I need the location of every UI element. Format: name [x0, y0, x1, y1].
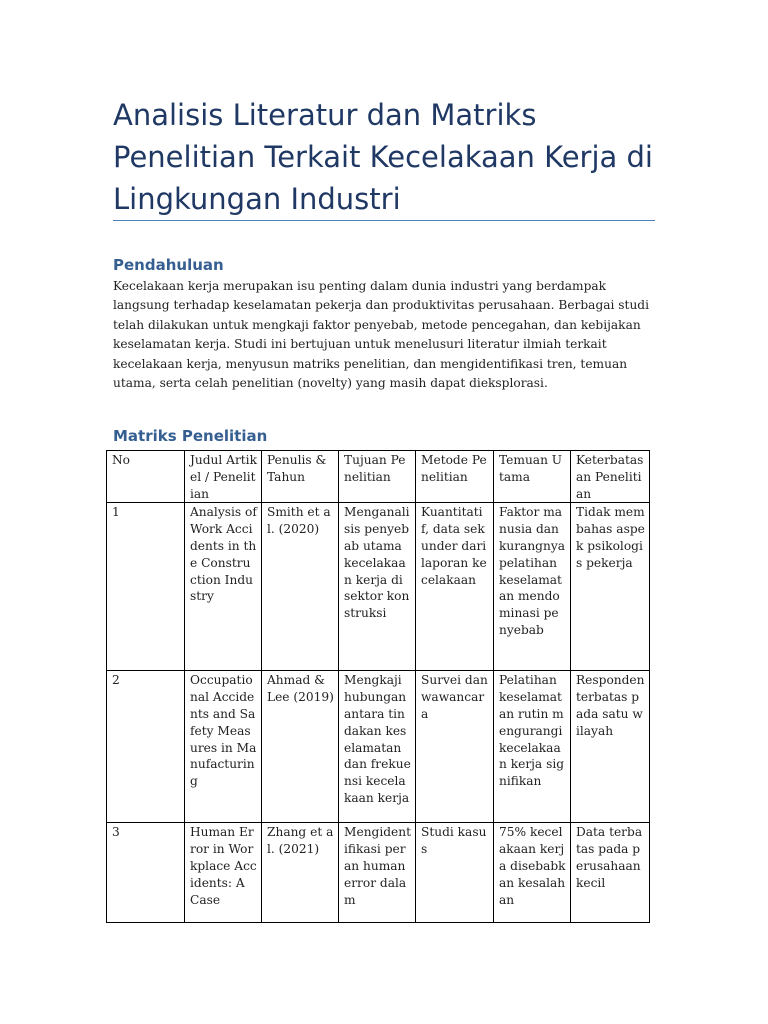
table-cell: Ahmad & Lee (2019): [262, 671, 339, 823]
research-matrix-table: [106, 450, 650, 923]
title-divider: [113, 220, 655, 221]
table-row: [107, 671, 650, 823]
matrix-heading: Matriks Penelitian: [113, 427, 268, 445]
table-cell: 2: [107, 671, 185, 823]
table-cell: Menganalisis penyebab utama kecelakaan kerja di sektor konstruksi: [339, 503, 416, 671]
table-cell: Data terbatas pada perusahaan kecil: [571, 823, 650, 923]
table-cell: Responden terbatas pada satu wilayah: [571, 671, 650, 823]
table-cell: Occupational Accidents and Safety Measures in Manufacturing: [185, 671, 262, 823]
table-cell: Kuantitatif, data sekunder dari laporan kecelakaan: [416, 503, 494, 671]
table-cell: Faktor manusia dan kurangnya pelatihan keselamatan mendominasi penyebab: [494, 503, 571, 671]
table-cell: 3: [107, 823, 185, 923]
table-cell: 75% kecelakaan kerja disebabkan kesalahan: [494, 823, 571, 923]
table-row: [107, 823, 650, 923]
table-cell: Mengidentifikasi peran human error dalam: [339, 823, 416, 923]
intro-paragraph: Kecelakaan kerja merupakan isu penting dalam dunia industri yang berdampak langsung terhadap keselamatan pekerja dan produktivitas perusahaan. Berbagai studi telah dilakukan untuk mengkaji faktor penyebab, metode pencegahan, dan kebijakan keselamatan kerja. Studi ini bertujuan untuk menelusuri literatur ilmiah terkait kecelakaan kerja, menyusun matriks penelitian, dan mengidentifikasi tren, temuan utama, serta celah penelitian (novelty) yang masih dapat dieksplorasi.: [113, 279, 649, 391]
header-cell-no: No: [107, 451, 185, 503]
header-cell-title: Judul Artikel / Penelitian: [185, 451, 262, 503]
header-cell-method: Metode Penelitian: [416, 451, 494, 503]
table-cell: Survei dan wawancara: [416, 671, 494, 823]
table-cell: Studi kasus: [416, 823, 494, 923]
header-cell-findings: Temuan Utama: [494, 451, 571, 503]
header-cell-limitations: Keterbatasan Penelitian: [571, 451, 650, 503]
header-cell-purpose: Tujuan Penelitian: [339, 451, 416, 503]
table-cell: Analysis of Work Accidents in the Construction Industry: [185, 503, 262, 671]
table-row: [107, 503, 650, 671]
table-cell: Zhang et al. (2021): [262, 823, 339, 923]
table-cell: Smith et al. (2020): [262, 503, 339, 671]
table-cell: Pelatihan keselamatan rutin mengurangi kecelakaan kerja signifikan: [494, 671, 571, 823]
intro-heading: Pendahuluan: [113, 256, 224, 274]
header-cell-author: Penulis & Tahun: [262, 451, 339, 503]
document-title: Analisis Literatur dan Matriks Penelitian Terkait Kecelakaan Kerja di Lingkungan Industri: [113, 98, 653, 216]
table-cell: Tidak membahas aspek psikologis pekerja: [571, 503, 650, 671]
table-cell: 1: [107, 503, 185, 671]
table-cell: Human Error in Workplace Accidents: A Case: [185, 823, 262, 923]
table-header-row: [107, 451, 650, 503]
table-cell: Mengkaji hubungan antara tindakan keselamatan dan frekuensi kecelakaan kerja: [339, 671, 416, 823]
